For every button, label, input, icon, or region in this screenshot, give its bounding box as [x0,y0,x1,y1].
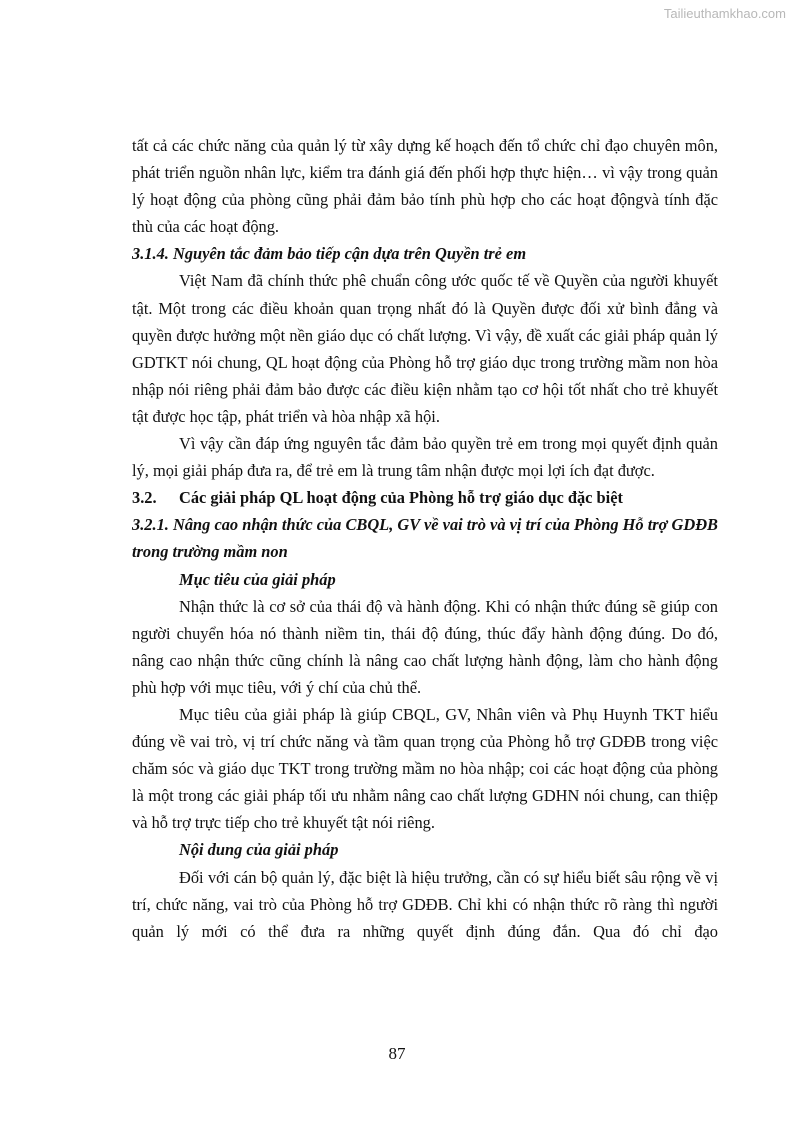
section-heading-3-2-1: 3.2.1. Nâng cao nhận thức của CBQL, GV về vai trò và vị trí của Phòng Hỗ trợ GDĐB trong trường mầm non [132,515,718,562]
paragraph: Việt Nam đã chính thức phê chuẩn công ước quốc tế về Quyền của người khuyết tật. Một trong các điều khoản quan trọng nhất đó là Quyền được đối xử bình đẳng và quyền được hưởng một nền giáo dục có chất lượng. Vì vậy, đề xuất các giải pháp quản lý GDTKT nói chung, QL hoạt động của Phòng hỗ trợ giáo dục trong trường mầm non hòa nhập nói riêng phải đảm bảo được các điều kiện nhằm tạo cơ hội tốt nhất cho trẻ khuyết tật được học tập, phát triển và hòa nhập xã hội. [132,271,718,426]
paragraph: tất cả các chức năng của quản lý từ xây dựng kế hoạch đến tổ chức chỉ đạo chuyên môn, phát triển nguồn nhân lực, kiểm tra đánh giá đến phối hợp thực hiện… vì vậy trong quản lý hoạt động của phòng cũng phải đảm bảo tính phù hợp cho các hoạt độngvà tính đặc thù của các hoạt động. [132,136,718,237]
paragraph: Nhận thức là cơ sở của thái độ và hành động. Khi có nhận thức đúng sẽ giúp con người chuyển hóa nó thành niềm tin, thái độ đúng, thúc đẩy hành động đúng. Do đó, nâng cao nhận thức cũng chính là nâng cao chất lượng hành động, làm cho hành động phù hợp với mục tiêu, với ý chí của chủ thể. [132,596,718,697]
paragraph: Mục tiêu của giải pháp là giúp CBQL, GV, Nhân viên và Phụ Huynh TKT hiểu đúng về vai trò, vị trí chức năng và tầm quan trọng của Phòng hỗ trợ GDĐB trong việc chăm sóc và giáo dục TKT trong trường mầm no hòa nhập; coi các hoạt động của phòng là một trong các giải pháp tối ưu nhằm nâng cao chất lượng GDHN nói chung, can thiệp và hỗ trợ trực tiếp cho trẻ khuyết tật nói riêng. [132,704,718,833]
paragraph: Vì vậy cần đáp ứng nguyên tắc đảm bảo quyền trẻ em trong mọi quyết định quản lý, mọi giải pháp đưa ra, để trẻ em là trung tâm nhận được mọi lợi ích đạt được. [132,434,718,481]
section-heading-3-1-4: 3.1.4. Nguyên tắc đảm bảo tiếp cận dựa trên Quyền trẻ em [132,244,527,264]
paragraph: Đối với cán bộ quản lý, đặc biệt là hiệu trưởng, cần có sự hiểu biết sâu rộng về vị trí, chức năng, vai trò của Phòng hỗ trợ GDĐB. Chỉ khi có nhận thức rõ ràng thì người quản lý mới có thể đưa ra những quyết định đúng đắn. Qua đó chỉ đạo [132,867,718,941]
page-number: 87 [388,1044,406,1063]
page-body [132,132,718,945]
subheading-content: Nội dung của giải pháp [179,840,339,860]
section-title: Các giải pháp QL hoạt động của Phòng hỗ trợ giáo dục đặc biệt [179,488,623,508]
subheading-objective: Mục tiêu của giải pháp [179,569,336,589]
section-heading-3-2 [132,484,718,511]
watermark: Tailieuthamkhao.com [663,6,786,21]
section-number: 3.2. [132,488,157,508]
